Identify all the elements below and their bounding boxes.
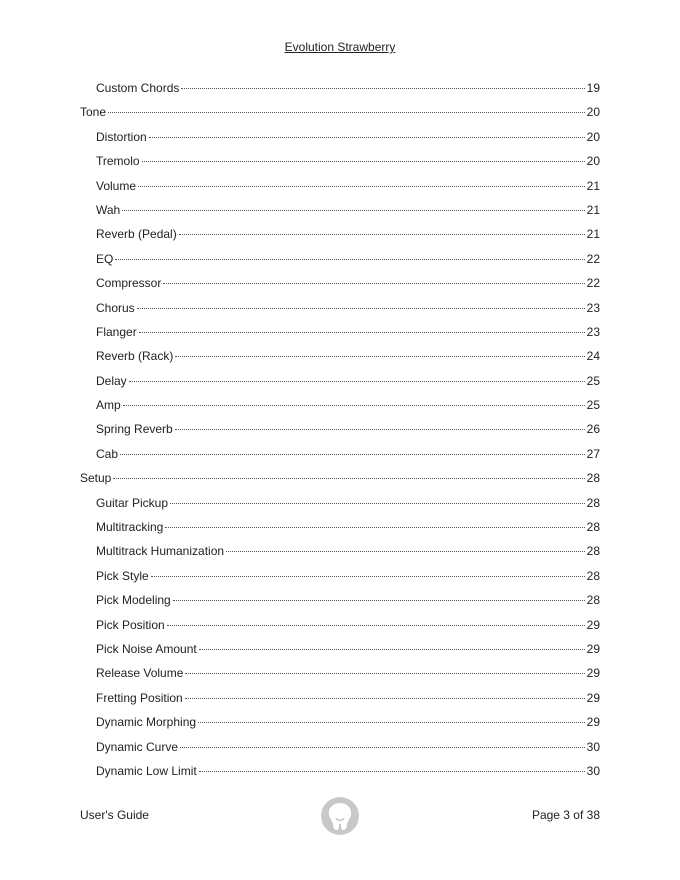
toc-entry-label: Guitar Pickup bbox=[96, 495, 169, 510]
toc-entry-label: Cab bbox=[96, 446, 119, 461]
toc-dot-leader bbox=[199, 771, 585, 772]
toc-dot-leader bbox=[175, 429, 585, 430]
toc-entry-label: Compressor bbox=[96, 276, 162, 291]
toc-entry-label: Tremolo bbox=[96, 154, 140, 169]
toc-entry-page: 29 bbox=[586, 666, 600, 681]
toc-entry-page: 22 bbox=[586, 251, 600, 266]
toc-entry[interactable] bbox=[80, 491, 600, 515]
toc-dot-leader bbox=[115, 259, 584, 260]
toc-dot-leader bbox=[180, 747, 585, 748]
toc-entry[interactable] bbox=[80, 539, 600, 563]
toc-entry-page: 26 bbox=[586, 422, 600, 437]
toc-entry[interactable] bbox=[80, 735, 600, 759]
toc-entry-page: 29 bbox=[586, 641, 600, 656]
toc-entry-page: 30 bbox=[586, 739, 600, 754]
toc-entry-label: Spring Reverb bbox=[96, 422, 173, 437]
toc-entry[interactable] bbox=[80, 515, 600, 539]
toc-entry-label: Reverb (Pedal) bbox=[96, 227, 177, 242]
toc-entry-page: 29 bbox=[586, 715, 600, 730]
toc-entry[interactable] bbox=[80, 369, 600, 393]
toc-entry-page: 21 bbox=[586, 227, 600, 242]
toc-dot-leader bbox=[123, 405, 585, 406]
toc-entry[interactable] bbox=[80, 466, 600, 490]
footer-guide-label: User's Guide bbox=[80, 808, 149, 822]
toc-entry-page: 20 bbox=[586, 129, 600, 144]
toc-entry-label: Pick Noise Amount bbox=[96, 641, 197, 656]
toc-dot-leader bbox=[185, 698, 585, 699]
toc-entry-label: Tone bbox=[80, 105, 107, 120]
toc-entry-page: 28 bbox=[586, 495, 600, 510]
toc-entry-page: 25 bbox=[586, 398, 600, 413]
toc-entry-page: 28 bbox=[586, 568, 600, 583]
toc-entry-label: Delay bbox=[96, 373, 127, 388]
toc-dot-leader bbox=[142, 161, 585, 162]
toc-entry-label: Custom Chords bbox=[96, 81, 180, 95]
toc-entry[interactable] bbox=[80, 588, 600, 612]
toc-entry[interactable] bbox=[80, 759, 600, 783]
toc-dot-leader bbox=[179, 234, 585, 235]
toc-entry-label: Multitrack Humanization bbox=[96, 544, 225, 559]
toc-entry-label: Release Volume bbox=[96, 666, 184, 681]
toc-entry[interactable] bbox=[80, 710, 600, 734]
toc-entry-label: Multitracking bbox=[96, 520, 164, 535]
toc-entry-label: Pick Style bbox=[96, 568, 149, 583]
toc-entry[interactable] bbox=[80, 613, 600, 637]
toc-entry-page: 27 bbox=[586, 446, 600, 461]
toc-entry-label: Reverb (Rack) bbox=[96, 349, 174, 364]
toc-entry-page: 21 bbox=[586, 202, 600, 217]
toc-dot-leader bbox=[175, 356, 584, 357]
toc-entry-label: Dynamic Low Limit bbox=[96, 763, 197, 778]
toc-entry[interactable] bbox=[80, 100, 600, 124]
toc-dot-leader bbox=[122, 210, 584, 211]
table-of-contents bbox=[80, 76, 600, 783]
toc-dot-leader bbox=[170, 503, 585, 504]
toc-dot-leader bbox=[173, 600, 585, 601]
toc-entry-page: 25 bbox=[586, 373, 600, 388]
toc-entry[interactable] bbox=[80, 637, 600, 661]
toc-entry[interactable] bbox=[80, 76, 600, 100]
toc-entry-label: Distortion bbox=[96, 129, 147, 144]
toc-entry[interactable] bbox=[80, 442, 600, 466]
toc-dot-leader bbox=[198, 722, 585, 723]
toc-entry[interactable] bbox=[80, 344, 600, 368]
toc-dot-leader bbox=[129, 381, 585, 382]
toc-entry-label: Setup bbox=[80, 471, 112, 486]
toc-dot-leader bbox=[226, 551, 585, 552]
toc-entry-page: 29 bbox=[586, 690, 600, 705]
toc-entry[interactable] bbox=[80, 198, 600, 222]
toc-entry-page: 24 bbox=[586, 349, 600, 364]
toc-entry-page: 21 bbox=[586, 178, 600, 193]
toc-entry[interactable] bbox=[80, 661, 600, 685]
toc-dot-leader bbox=[151, 576, 585, 577]
toc-entry[interactable] bbox=[80, 149, 600, 173]
toc-entry-label: Volume bbox=[96, 178, 137, 193]
toc-dot-leader bbox=[137, 308, 585, 309]
toc-dot-leader bbox=[113, 478, 584, 479]
toc-entry[interactable] bbox=[80, 686, 600, 710]
toc-entry-page: 19 bbox=[586, 81, 600, 95]
toc-entry-label: Chorus bbox=[96, 300, 135, 315]
toc-entry[interactable] bbox=[80, 393, 600, 417]
toc-dot-leader bbox=[138, 186, 585, 187]
toc-entry-page: 20 bbox=[586, 154, 600, 169]
footer-page-number: Page 3 of 38 bbox=[531, 808, 600, 822]
toc-entry-page: 22 bbox=[586, 276, 600, 291]
toc-entry-label: Pick Modeling bbox=[96, 593, 171, 608]
toc-dot-leader bbox=[120, 454, 585, 455]
strawberry-logo-icon bbox=[320, 796, 360, 836]
toc-entry-label: EQ bbox=[96, 251, 114, 266]
toc-entry-page: 23 bbox=[586, 324, 600, 339]
toc-entry[interactable] bbox=[80, 174, 600, 198]
toc-entry-page: 20 bbox=[586, 105, 600, 120]
toc-entry[interactable] bbox=[80, 125, 600, 149]
toc-entry-page: 28 bbox=[586, 593, 600, 608]
toc-dot-leader bbox=[149, 137, 585, 138]
toc-entry[interactable] bbox=[80, 417, 600, 441]
toc-entry-label: Fretting Position bbox=[96, 690, 183, 705]
document-title: Evolution Strawberry bbox=[284, 40, 396, 54]
toc-entry[interactable] bbox=[80, 296, 600, 320]
toc-entry-label: Pick Position bbox=[96, 617, 165, 632]
toc-entry-label: Dynamic Curve bbox=[96, 739, 179, 754]
toc-entry-label: Flanger bbox=[96, 324, 137, 339]
toc-entry-page: 23 bbox=[586, 300, 600, 315]
toc-entry-page: 28 bbox=[586, 544, 600, 559]
toc-entry-label: Wah bbox=[96, 202, 121, 217]
toc-entry[interactable] bbox=[80, 320, 600, 344]
toc-entry-page: 29 bbox=[586, 617, 600, 632]
toc-dot-leader bbox=[163, 283, 584, 284]
toc-entry[interactable] bbox=[80, 247, 600, 271]
toc-entry-page: 28 bbox=[586, 520, 600, 535]
toc-entry[interactable] bbox=[80, 564, 600, 588]
toc-dot-leader bbox=[181, 88, 584, 89]
toc-dot-leader bbox=[185, 673, 584, 674]
toc-entry[interactable] bbox=[80, 271, 600, 295]
toc-dot-leader bbox=[199, 649, 585, 650]
toc-dot-leader bbox=[167, 625, 585, 626]
toc-entry[interactable] bbox=[80, 222, 600, 246]
toc-dot-leader bbox=[165, 527, 584, 528]
page-header bbox=[0, 40, 680, 54]
toc-entry-page: 28 bbox=[586, 471, 600, 486]
toc-dot-leader bbox=[108, 112, 585, 113]
toc-entry-page: 30 bbox=[586, 763, 600, 778]
toc-dot-leader bbox=[139, 332, 585, 333]
toc-entry-label: Amp bbox=[96, 398, 121, 413]
toc-entry-label: Dynamic Morphing bbox=[96, 715, 197, 730]
